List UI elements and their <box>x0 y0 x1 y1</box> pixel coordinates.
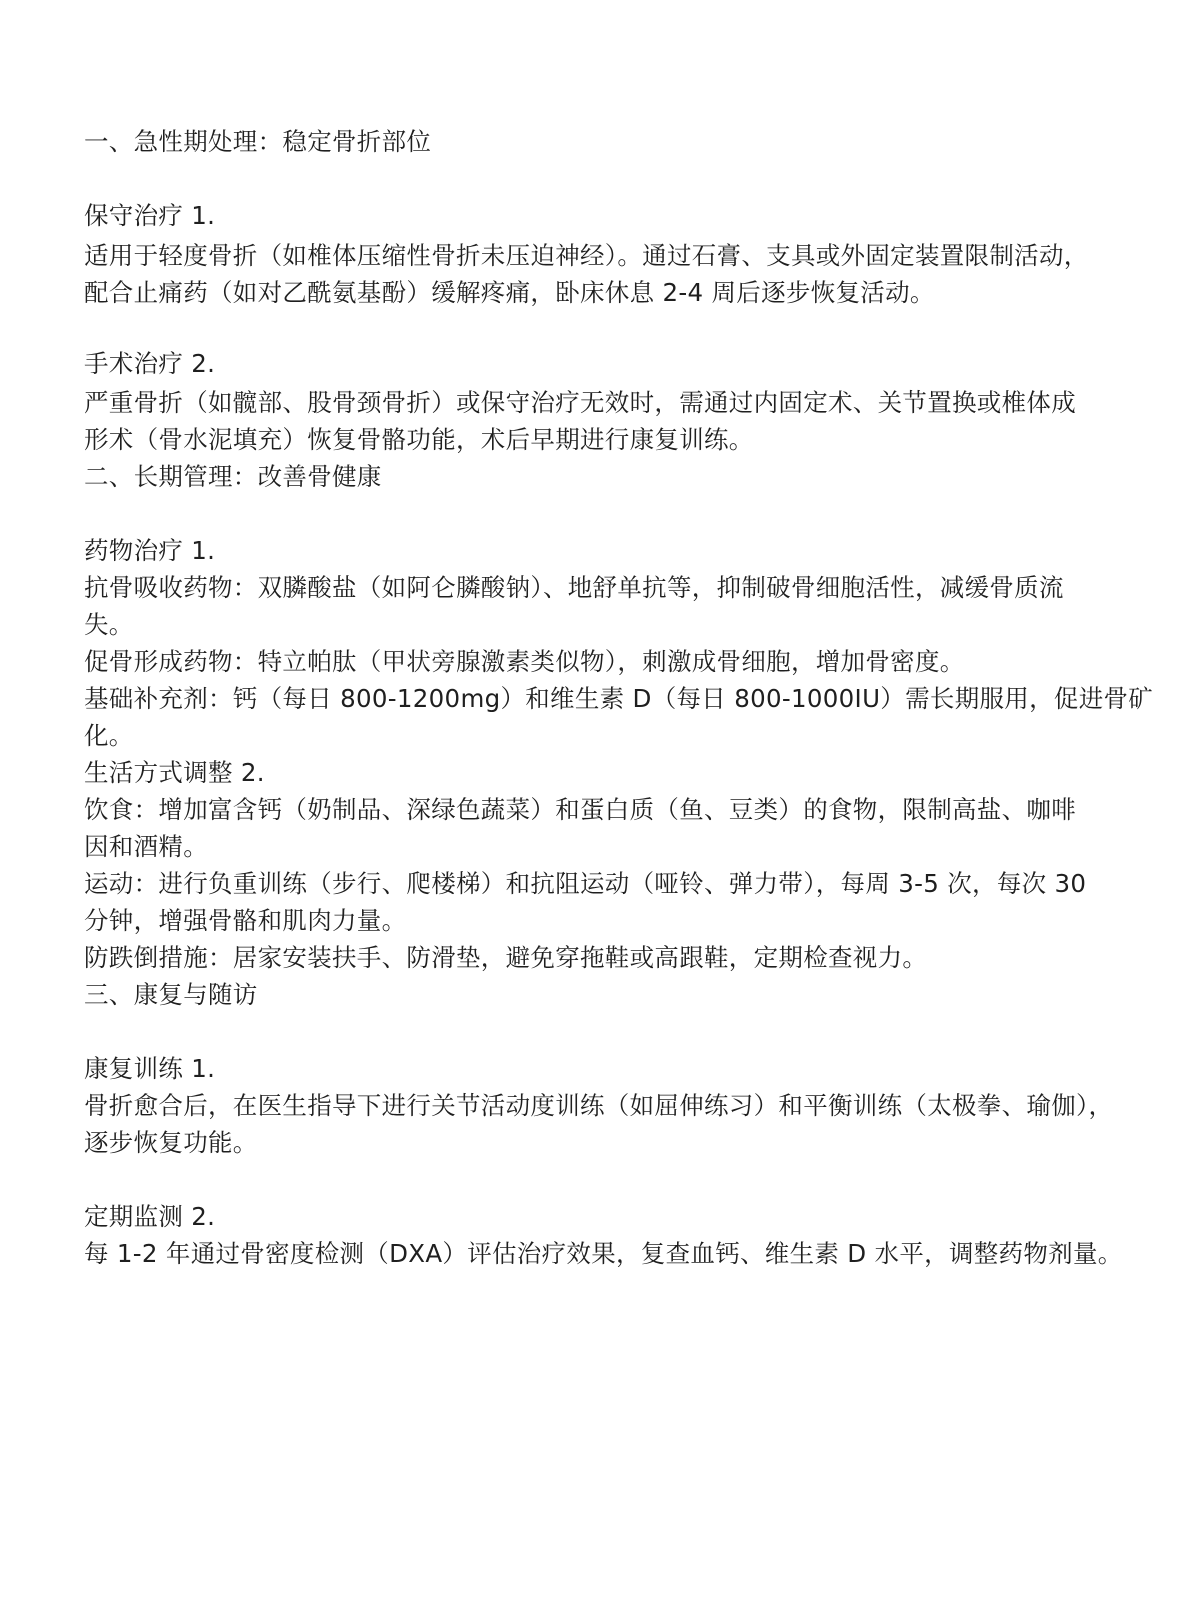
item-title-rehab-training: 康复训练 1. <box>84 1054 216 1083</box>
item-title-conservative: 保守治疗 1. <box>84 201 216 230</box>
paragraph-line: 因和酒精。 <box>84 832 208 861</box>
paragraph-line: 严重骨折（如髋部、股骨颈骨折）或保守治疗无效时，需通过内固定术、关节置换或椎体成 <box>84 388 1076 417</box>
paragraph-line: 形术（骨水泥填充）恢复骨骼功能，术后早期进行康复训练。 <box>84 425 754 454</box>
item-title-lifestyle: 生活方式调整 2. <box>84 758 265 787</box>
paragraph-line: 适用于轻度骨折（如椎体压缩性骨折未压迫神经）。通过石膏、支具或外固定装置限制活动， <box>84 241 1089 270</box>
item-title-medication: 药物治疗 1. <box>84 536 216 565</box>
paragraph-line: 化。 <box>84 721 134 750</box>
paragraph-line: 基础补充剂：钙（每日 800-1200mg）和维生素 D（每日 800-1000IU）需长期服用，促进骨矿 <box>84 684 1154 713</box>
section-heading-longterm: 二、长期管理：改善骨健康 <box>84 462 382 491</box>
paragraph-line: 促骨形成药物：特立帕肽（甲状旁腺激素类似物），刺激成骨细胞，增加骨密度。 <box>84 647 965 676</box>
paragraph-line: 逐步恢复功能。 <box>84 1128 258 1157</box>
section-heading-rehab: 三、康复与随访 <box>84 980 258 1009</box>
paragraph-line: 分钟，增强骨骼和肌肉力量。 <box>84 906 407 935</box>
paragraph-line: 防跌倒措施：居家安装扶手、防滑垫，避免穿拖鞋或高跟鞋，定期检查视力。 <box>84 943 928 972</box>
section-heading-acute: 一、急性期处理：稳定骨折部位 <box>84 127 432 156</box>
paragraph-line: 运动：进行负重训练（步行、爬楼梯）和抗阻运动（哑铃、弹力带），每周 3-5 次，每次 30 <box>84 869 1087 898</box>
paragraph-line: 骨折愈合后，在医生指导下进行关节活动度训练（如屈伸练习）和平衡训练（太极拳、瑜伽）， <box>84 1091 1114 1120</box>
paragraph-line: 失。 <box>84 610 134 639</box>
item-title-surgery: 手术治疗 2. <box>84 349 216 378</box>
item-title-monitoring: 定期监测 2. <box>84 1202 216 1231</box>
paragraph-line: 配合止痛药（如对乙酰氨基酚）缓解疼痛，卧床休息 2-4 周后逐步恢复活动。 <box>84 278 935 307</box>
paragraph-line: 抗骨吸收药物：双膦酸盐（如阿仑膦酸钠）、地舒单抗等，抑制破骨细胞活性，减缓骨质流 <box>84 573 1064 602</box>
paragraph-line: 饮食：增加富含钙（奶制品、深绿色蔬菜）和蛋白质（鱼、豆类）的食物，限制高盐、咖啡 <box>84 795 1076 824</box>
paragraph-line: 每 1-2 年通过骨密度检测（DXA）评估治疗效果，复查血钙、维生素 D 水平，调整药物剂量。 <box>84 1239 1123 1268</box>
